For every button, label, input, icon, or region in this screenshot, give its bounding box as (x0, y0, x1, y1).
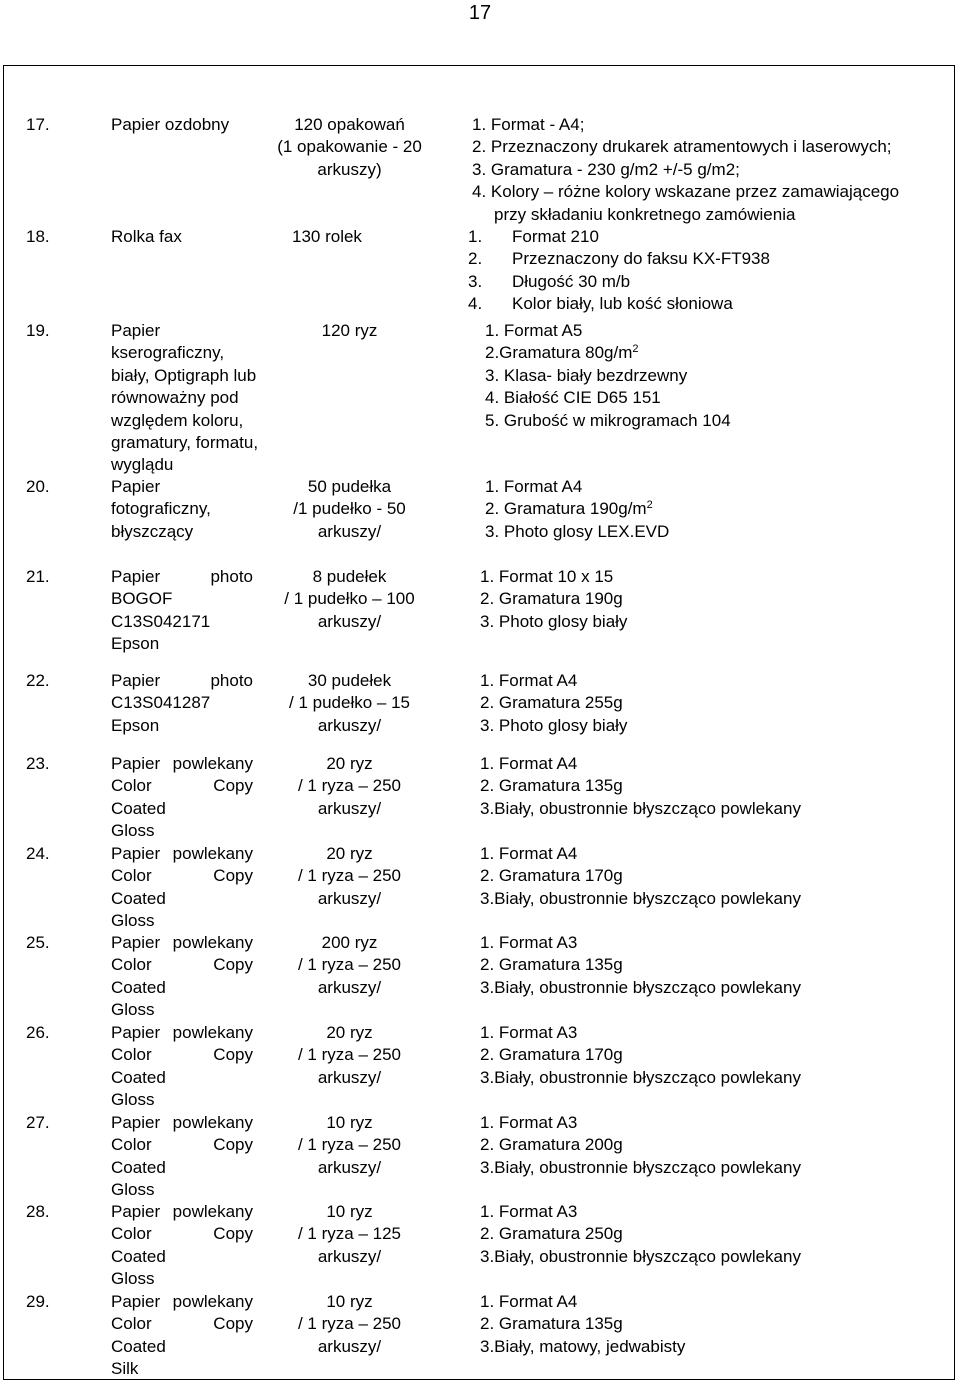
item-number: 27. (26, 1113, 50, 1132)
item-quantity: 10 ryz / 1 ryza – 250 arkuszy/ (297, 1292, 401, 1356)
item-spec: 1. Format A4 2. Gramatura 170g 3.Biały, obustronnie błyszcząco powlekany (480, 844, 801, 908)
item-number: 17. (26, 115, 50, 134)
item-spec: 1. Format A4 2. Gramatura 255g 3. Photo glosy biały (480, 671, 628, 735)
item-number: 24. (26, 844, 50, 863)
item-quantity: 20 ryz / 1 ryza – 250 arkuszy/ (297, 1023, 401, 1087)
item-number: 26. (26, 1023, 50, 1042)
item-quantity: 50 pudełka /1 pudełko - 50 arkuszy/ (293, 477, 406, 541)
item-quantity: 8 pudełek / 1 pudełko – 100 arkuszy/ (284, 567, 415, 631)
item-spec: 1. Format A5 2.Gramatura $80g/m^2$ 3. Klasa- biały bezdrzewny 4. Białość CIE D65 151 5. Grubość w mikrogramach 104 (485, 321, 731, 430)
item-number: 29. (26, 1292, 50, 1311)
superscript-2: 2 (632, 343, 639, 356)
item-name: Papier powlekany Color Copy Coated Gloss (111, 754, 253, 841)
item-spec: 1. Format A3 2. Gramatura 135g 3.Biały, obustronnie błyszcząco powlekany (480, 933, 801, 997)
item-spec: 1. Format A3 2. Gramatura 170g 3.Biały, obustronnie błyszcząco powlekany (480, 1023, 801, 1087)
item-quantity: 30 pudełek / 1 pudełko – 15 arkuszy/ (289, 671, 410, 735)
item-number: 20. (26, 477, 50, 496)
item-spec: 1. Format A3 2. Gramatura 250g 3.Biały, obustronnie błyszcząco powlekany (480, 1202, 801, 1266)
page-number: 17 (468, 2, 492, 24)
item-spec: 1. Format 210 2. Przeznaczony do faksu KX-FT938 3. Długość 30 m/b 4. Kolor biały, lub kość słoniowa (468, 227, 770, 314)
item-quantity: 10 ryz / 1 ryza – 250 arkuszy/ (297, 1113, 401, 1177)
item-quantity: 200 ryz / 1 ryza – 250 arkuszy/ (297, 933, 401, 997)
item-name: Papier powlekany Color Copy Coated Gloss (111, 1023, 253, 1110)
item-name: Papier ozdobny (111, 115, 230, 134)
item-spec: 1. Format A4 2. Gramatura $190g/m^2$ 3. Photo glosy LEX.EVD (485, 477, 670, 541)
item-quantity: 120 ryz (321, 321, 378, 340)
item-number: 18. (26, 227, 50, 246)
item-spec: 1. Format A4 2. Gramatura 135g 3.Biały, obustronnie błyszcząco powlekany (480, 754, 801, 818)
item-spec: 1. Format - A4; 2. Przeznaczony drukarek atramentowych i laserowych; 3. Gramatura - 230 g/m2 +/-5 g/m2; 4. Kolory – różne kolory wskazane przez zamawiającego przy składaniu konkretnego zamówienia (472, 115, 900, 224)
item-name: Papier powlekany Color Copy Coated Gloss (111, 1202, 253, 1289)
item-number: 22. (26, 671, 50, 690)
item-quantity: 130 rolek (292, 227, 362, 246)
item-name: Rolka fax (111, 227, 182, 246)
item-name: Papier fotograficzny, błyszczący (111, 477, 211, 541)
item-name: Papier photo BOGOF C13S042171 Epson (111, 567, 253, 654)
item-name: Papier kserograficzny, biały, Optigraph lub równoważny pod względem koloru, gramatury, formatu, wyglądu (111, 321, 259, 475)
item-quantity: 20 ryz / 1 ryza – 250 arkuszy/ (297, 844, 401, 908)
item-name: Papier powlekany Color Copy Coated Gloss (111, 933, 253, 1020)
item-quantity: 20 ryz / 1 ryza – 250 arkuszy/ (297, 754, 401, 818)
item-spec: 1. Format 10 x 15 2. Gramatura 190g 3. Photo glosy biały (480, 567, 628, 631)
item-number: 25. (26, 933, 50, 952)
item-number: 23. (26, 754, 50, 773)
item-quantity: 120 opakowań (1 opakowanie - 20 arkuszy) (277, 115, 422, 179)
item-spec: 1. Format A3 2. Gramatura 200g 3.Biały, obustronnie błyszcząco powlekany (480, 1113, 801, 1177)
item-spec: 1. Format A4 2. Gramatura 135g 3.Biały, matowy, jedwabisty (480, 1292, 686, 1356)
item-number: 21. (26, 567, 50, 586)
item-name: Papier powlekany Color Copy Coated Gloss (111, 1113, 253, 1200)
item-name: Papier powlekany Color Copy Coated Silk (111, 1292, 253, 1379)
item-name: Papier photo C13S041287 Epson (111, 671, 253, 735)
item-name: Papier powlekany Color Copy Coated Gloss (111, 844, 253, 931)
item-number: 28. (26, 1202, 50, 1221)
item-quantity: 10 ryz / 1 ryza – 125 arkuszy/ (297, 1202, 401, 1266)
superscript-2: 2 (646, 499, 653, 512)
item-number: 19. (26, 321, 50, 340)
